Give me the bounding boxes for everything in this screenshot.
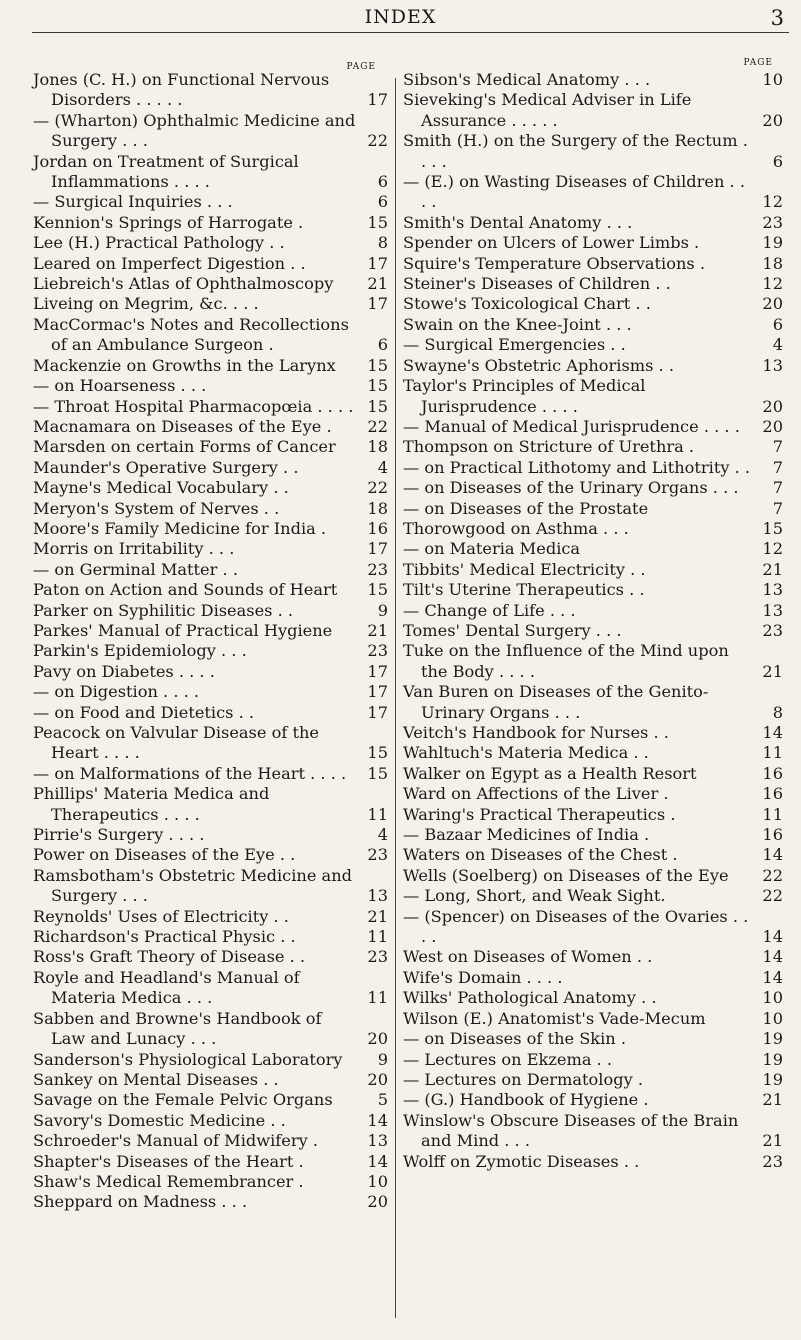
index-entry-title: Tibbits' Medical Electricity . . <box>403 559 646 579</box>
page-column-heading: PAGE <box>743 58 773 68</box>
page-column-heading: PAGE <box>346 62 376 72</box>
index-entry-title: Van Buren on Diseases of the Genito-Urinary Organs . . . <box>403 682 709 722</box>
index-entry-page: 21 <box>367 620 388 640</box>
index-entry-page: 6 <box>377 335 388 355</box>
index-entry-page: 6 <box>772 151 783 171</box>
index-entry <box>33 315 388 356</box>
index-entry <box>403 437 783 457</box>
index-entry-page: 19 <box>762 1029 783 1049</box>
index-entry-title: — (Spencer) on Diseases of the Ovaries . . . . <box>403 906 749 947</box>
index-entry-page: 12 <box>762 192 783 212</box>
page-number: 3 <box>770 6 784 30</box>
header-rule <box>32 32 789 33</box>
page-header <box>0 4 801 34</box>
index-entry <box>33 519 388 539</box>
index-entry-title: — on Diseases of the Prostate <box>403 498 649 518</box>
index-entry-title: Thompson on Stricture of Urethra . <box>403 437 695 457</box>
index-entry <box>403 172 783 213</box>
index-entry-page: 13 <box>762 580 783 600</box>
index-entry-page: 9 <box>377 1049 388 1069</box>
index-entry-page: 22 <box>367 131 388 151</box>
index-entry-title: — Manual of Medical Jurisprudence . . . . <box>403 416 740 436</box>
index-entry <box>403 539 783 559</box>
index-entry-title: — on Malformations of the Heart . . . . <box>33 763 347 783</box>
index-entry-title: Walker on Egypt as a Health Resort <box>403 763 697 783</box>
index-entry-page: 13 <box>762 600 783 620</box>
index-entry-page: 15 <box>367 212 388 232</box>
index-entry-page: 22 <box>762 886 783 906</box>
index-entry-page: 4 <box>772 335 783 355</box>
index-entry-title: Peacock on Valvular Disease of the Heart . . . . <box>33 723 319 763</box>
index-entry-title: Leared on Imperfect Digestion . . <box>33 253 306 273</box>
index-entry-title: Ward on Affections of the Liver . <box>403 784 669 804</box>
index-entry-page: 4 <box>377 457 388 477</box>
index-entry <box>403 621 783 641</box>
index-entry-page: 11 <box>762 743 783 763</box>
index-entry-page: 17 <box>367 90 388 110</box>
index-entry-page: 8 <box>772 702 783 722</box>
index-entry-title: Parkes' Manual of Practical Hygiene <box>33 620 333 640</box>
index-entry-page: 19 <box>762 1069 783 1089</box>
index-entry <box>33 764 388 784</box>
index-entry <box>33 294 388 314</box>
index-entry <box>403 825 783 845</box>
index-entry-title: Liebreich's Atlas of Ophthalmoscopy <box>33 274 334 294</box>
index-entry <box>403 294 783 314</box>
index-entry <box>33 968 388 1009</box>
index-entry-title: Waring's Practical Therapeutics . <box>403 804 676 824</box>
index-entry-page: 5 <box>377 1090 388 1110</box>
index-entry-page: 14 <box>762 845 783 865</box>
index-entry <box>403 499 783 519</box>
index-entry <box>403 764 783 784</box>
index-entry-page: 21 <box>762 661 783 681</box>
index-entry-page: 7 <box>772 457 783 477</box>
index-entry-title: Taylor's Principles of Medical Jurisprudence . . . . <box>403 376 646 416</box>
index-entry-page: 21 <box>367 274 388 294</box>
index-entry-page: 12 <box>762 274 783 294</box>
index-entry-page: 21 <box>762 1131 783 1151</box>
index-entry-title: Veitch's Handbook for Nurses . . <box>403 723 669 742</box>
index-entry-page: 15 <box>367 743 388 763</box>
index-entry-title: — Change of Life . . . <box>403 600 576 620</box>
index-entry <box>403 70 783 90</box>
index-entry-title: Mayne's Medical Vocabulary . . <box>33 478 289 498</box>
index-entry-title: Swain on the Knee-Joint . . . <box>403 314 632 334</box>
index-entry <box>33 641 388 661</box>
index-entry-title: Sieveking's Medical Adviser in Life Assurance . . . . . <box>403 90 692 130</box>
index-entry <box>403 274 783 294</box>
index-entry-title: Smith's Dental Anatomy . . . <box>403 212 633 232</box>
index-entry-page: 11 <box>367 927 388 947</box>
index-entry-title: — Lectures on Dermatology . <box>403 1069 644 1089</box>
index-entry-title: — on Materia Medica <box>403 539 581 559</box>
index-entry <box>33 1111 388 1131</box>
index-entry-title: Meryon's System of Nerves . . <box>33 498 280 518</box>
index-entry-title: Wells (Soelberg) on Diseases of the Eye <box>403 865 729 885</box>
index-entry <box>403 682 783 723</box>
index-entry-page: 13 <box>367 886 388 906</box>
index-entry-title: — Surgical Inquiries . . . <box>33 192 233 212</box>
index-entry <box>403 254 783 274</box>
index-entry-page: 16 <box>367 518 388 538</box>
index-entry-page: 17 <box>367 702 388 722</box>
index-entry <box>33 274 388 294</box>
index-entry-title: Parker on Syphilitic Diseases . . <box>33 600 294 620</box>
index-entry-title: Maunder's Operative Surgery . . <box>33 457 299 477</box>
index-entry-page: 18 <box>367 498 388 518</box>
index-entry-title: Winslow's Obscure Diseases of the Brain and Mind . . . <box>403 1110 739 1151</box>
index-entry <box>403 1070 783 1090</box>
index-entry <box>33 682 388 702</box>
index-entry-page: 20 <box>367 1029 388 1049</box>
index-entry-title: — Bazaar Medicines of India . <box>403 825 650 845</box>
index-entry <box>403 458 783 478</box>
index-entry-title: Ramsbotham's Obstetric Medicine and Surgery . . . <box>33 865 352 906</box>
index-entry-title: Sabben and Browne's Handbook of Law and Lunacy . . . <box>33 1008 322 1049</box>
index-entry-page: 20 <box>762 294 783 314</box>
index-entry <box>403 886 783 906</box>
index-entry <box>33 1152 388 1172</box>
index-column-left <box>33 62 388 1213</box>
index-entry-title: Kennion's Springs of Harrogate . <box>33 212 304 232</box>
index-entry-page: 14 <box>367 1151 388 1171</box>
index-entry <box>33 1172 388 1192</box>
index-entry <box>403 376 783 417</box>
index-entry-page: 11 <box>762 804 783 824</box>
index-entry <box>403 1090 783 1110</box>
index-entry <box>33 703 388 723</box>
page-title: INDEX <box>364 6 437 28</box>
index-entry-page: 12 <box>762 539 783 559</box>
index-entry <box>403 947 783 967</box>
index-entry-title: Pavy on Diabetes . . . . <box>33 661 215 681</box>
index-entry <box>403 417 783 437</box>
index-entry-title: Reynolds' Uses of Electricity . . <box>33 906 289 926</box>
index-entry-page: 17 <box>367 539 388 559</box>
index-entry-title: — (Wharton) Ophthalmic Medicine and Surgery . . . <box>33 110 356 151</box>
index-entry-title: Ross's Graft Theory of Disease . . <box>33 947 306 967</box>
index-entry-title: Shapter's Diseases of the Heart . <box>33 1151 304 1171</box>
index-entry-page: 13 <box>762 355 783 375</box>
index-entry-title: Liveing on Megrim, &c. . . . <box>33 294 259 314</box>
index-entry-title: Schroeder's Manual of Midwifery . <box>33 1131 319 1151</box>
index-entry <box>33 1050 388 1070</box>
index-entry-page: 20 <box>762 416 783 436</box>
index-entry-title: Jordan on Treatment of Surgical Inflammations . . . . <box>33 151 299 192</box>
index-entry-title: Squire's Temperature Observations . <box>403 253 705 273</box>
index-entry-title: — Long, Short, and Weak Sight. <box>403 886 666 906</box>
index-entry <box>403 601 783 621</box>
index-entry <box>403 1111 783 1152</box>
index-entry-list <box>33 70 388 1213</box>
index-entry-title: — (E.) on Wasting Diseases of Children . . . . <box>403 172 745 212</box>
index-entry-page: 16 <box>762 784 783 804</box>
index-entry <box>33 1192 388 1212</box>
index-entry-title: Wilks' Pathological Anatomy . . <box>403 988 657 1008</box>
index-entry-title: — on Germinal Matter . . <box>33 559 238 579</box>
index-entry-page: 18 <box>762 253 783 273</box>
index-entry <box>33 1131 388 1151</box>
index-entry-page: 23 <box>762 1151 783 1171</box>
index-entry-title: Sibson's Medical Anatomy . . . <box>403 70 651 89</box>
index-entry-title: Smith (H.) on the Surgery of the Rectum . . . . <box>403 131 748 171</box>
index-entry <box>33 152 388 193</box>
index-entry-page: 21 <box>762 559 783 579</box>
index-entry-title: Paton on Action and Sounds of Heart <box>33 580 338 600</box>
index-entry <box>33 254 388 274</box>
index-entry-title: — Throat Hospital Pharmacopœia . . . . <box>33 396 354 416</box>
index-entry <box>33 70 388 111</box>
index-entry-title: Shaw's Medical Remembrancer . <box>33 1171 304 1191</box>
column-divider <box>395 78 396 1318</box>
index-entry <box>33 1009 388 1050</box>
index-entry-title: — on Practical Lithotomy and Lithotrity . . <box>403 457 751 477</box>
index-entry-page: 20 <box>367 1192 388 1212</box>
index-entry-title: Steiner's Diseases of Children . . <box>403 274 671 294</box>
index-entry-page: 21 <box>367 906 388 926</box>
index-entry <box>33 478 388 498</box>
index-entry-title: Moore's Family Medicine for India . <box>33 518 327 538</box>
index-entry <box>403 478 783 498</box>
index-entry <box>33 662 388 682</box>
index-entry-page: 7 <box>772 478 783 498</box>
index-entry-page: 15 <box>762 518 783 538</box>
index-entry-page: 14 <box>762 723 783 742</box>
index-entry <box>403 968 783 988</box>
index-entry-page: 15 <box>367 580 388 600</box>
index-entry-title: Phillips' Materia Medica and Therapeutics . . . . <box>33 784 270 824</box>
index-entry-title: Swayne's Obstetric Aphorisms . . <box>403 355 674 375</box>
index-entry-page: 13 <box>367 1131 388 1151</box>
index-entry-page: 23 <box>762 620 783 640</box>
index-entry <box>403 335 783 355</box>
index-entry-page: 23 <box>367 559 388 579</box>
index-entry <box>33 417 388 437</box>
index-entry-title: — on Diseases of the Urinary Organs . . . <box>403 478 739 498</box>
index-entry-title: Mackenzie on Growths in the Larynx <box>33 355 336 375</box>
index-entry-title: Royle and Headland's Manual of Materia Medica . . . <box>33 967 300 1008</box>
index-entry <box>33 356 388 376</box>
index-column-right <box>403 58 783 1172</box>
index-entry <box>403 1050 783 1070</box>
index-entry <box>403 560 783 580</box>
index-entry <box>33 560 388 580</box>
index-entry <box>33 437 388 457</box>
index-entry-page: 17 <box>367 253 388 273</box>
index-entry <box>403 90 783 131</box>
index-entry-title: Richardson's Practical Physic . . <box>33 927 296 947</box>
index-entry-title: Lee (H.) Practical Pathology . . <box>33 233 285 253</box>
index-entry <box>403 743 783 763</box>
index-entry-page: 14 <box>762 947 783 967</box>
index-entry-page: 22 <box>367 416 388 436</box>
index-entry-page: 17 <box>367 661 388 681</box>
index-entry <box>33 845 388 865</box>
index-entry-title: Spender on Ulcers of Lower Limbs . <box>403 233 700 253</box>
index-entry-title: Tuke on the Influence of the Mind upon the Body . . . . <box>403 641 729 681</box>
index-entry-page: 17 <box>367 294 388 314</box>
index-entry-page: 10 <box>762 70 783 89</box>
index-entry <box>403 784 783 804</box>
index-entry-page: 14 <box>367 1110 388 1130</box>
index-entry-page: 20 <box>367 1069 388 1089</box>
index-entry <box>33 1090 388 1110</box>
index-entry-title: Parkin's Epidemiology . . . <box>33 641 247 661</box>
index-entry-page: 15 <box>367 355 388 375</box>
index-entry <box>33 907 388 927</box>
index-entry <box>33 111 388 152</box>
index-entry-page: 23 <box>367 845 388 865</box>
index-entry <box>33 1070 388 1090</box>
index-entry-page: 4 <box>377 825 388 845</box>
index-entry-title: Savory's Domestic Medicine . . <box>33 1110 286 1130</box>
index-entry <box>33 580 388 600</box>
index-entry <box>403 580 783 600</box>
index-entry-page: 9 <box>377 600 388 620</box>
index-entry-title: — on Food and Dietetics . . <box>33 702 255 722</box>
index-entry-page: 15 <box>367 396 388 416</box>
index-entry-title: Jones (C. H.) on Functional Nervous Disorders . . . . . <box>33 70 330 110</box>
index-entry-title: Wilson (E.) Anatomist's Vade-Mecum <box>403 1008 706 1028</box>
index-entry-title: Wolff on Zymotic Diseases . . <box>403 1151 640 1171</box>
index-entry-page: 6 <box>377 172 388 192</box>
index-entry-page: 15 <box>367 376 388 396</box>
index-entry-page: 20 <box>762 110 783 130</box>
index-entry <box>403 131 783 172</box>
index-entry-title: Macnamara on Diseases of the Eye . <box>33 416 332 436</box>
index-entry <box>33 458 388 478</box>
index-entry-title: Morris on Irritability . . . <box>33 539 235 559</box>
index-entry-title: Sankey on Mental Diseases . . <box>33 1069 279 1089</box>
index-entry <box>403 845 783 865</box>
index-entry-title: Pirrie's Surgery . . . . <box>33 825 205 845</box>
index-entry <box>403 315 783 335</box>
index-entry-title: Sheppard on Madness . . . <box>33 1192 248 1212</box>
index-entry-page: 8 <box>377 233 388 253</box>
index-entry <box>33 825 388 845</box>
index-entry <box>33 376 388 396</box>
index-entry-page: 23 <box>367 947 388 967</box>
index-entry <box>33 601 388 621</box>
index-entry-title: Savage on the Female Pelvic Organs <box>33 1090 333 1110</box>
index-entry <box>403 519 783 539</box>
index-entry-page: 11 <box>367 988 388 1008</box>
index-entry-page: 22 <box>762 865 783 885</box>
index-entry <box>33 621 388 641</box>
index-entry-page: 23 <box>367 641 388 661</box>
index-entry <box>403 988 783 1008</box>
index-entry <box>33 947 388 967</box>
index-entry <box>403 356 783 376</box>
index-entry-page: 18 <box>367 437 388 457</box>
index-entry <box>33 866 388 907</box>
index-entry <box>33 233 388 253</box>
index-entry <box>403 641 783 682</box>
index-entry <box>33 192 388 212</box>
index-entry <box>33 784 388 825</box>
index-entry-page: 14 <box>762 967 783 987</box>
index-entry-title: West on Diseases of Women . . <box>403 947 653 967</box>
index-entry <box>403 213 783 233</box>
index-entry <box>33 927 388 947</box>
index-entry <box>33 723 388 764</box>
index-entry-list <box>403 70 783 1172</box>
index-entry-page: 20 <box>762 396 783 416</box>
index-entry-title: Wife's Domain . . . . <box>403 967 563 987</box>
index-entry-page: 11 <box>367 804 388 824</box>
index-entry <box>403 1152 783 1172</box>
index-entry-title: Marsden on certain Forms of Cancer <box>33 437 336 457</box>
index-entry-title: MacCormac's Notes and Recollections of an Ambulance Surgeon . <box>33 314 349 355</box>
index-entry-page: 10 <box>762 988 783 1008</box>
index-entry-title: — (G.) Handbook of Hygiene . <box>403 1090 649 1110</box>
index-entry <box>403 233 783 253</box>
index-entry-page: 17 <box>367 682 388 702</box>
index-entry-page: 15 <box>367 763 388 783</box>
index-entry <box>33 539 388 559</box>
index-entry-page: 16 <box>762 825 783 845</box>
index-entry-page: 19 <box>762 233 783 253</box>
index-entry-title: Wahltuch's Materia Medica . . <box>403 743 649 763</box>
index-entry-page: 7 <box>772 498 783 518</box>
index-entry-title: Power on Diseases of the Eye . . <box>33 845 296 865</box>
index-entry-title: — on Digestion . . . . <box>33 682 200 702</box>
index-entry-page: 14 <box>762 927 783 947</box>
index-entry-page: 7 <box>772 437 783 457</box>
index-entry <box>403 907 783 948</box>
index-entry <box>403 805 783 825</box>
index-entry-page: 19 <box>762 1049 783 1069</box>
index-entry <box>33 397 388 417</box>
index-entry-title: Tomes' Dental Surgery . . . <box>403 620 622 640</box>
index-entry-title: Waters on Diseases of the Chest . <box>403 845 678 865</box>
index-entry-page: 10 <box>762 1008 783 1028</box>
index-entry <box>33 213 388 233</box>
index-entry <box>403 866 783 886</box>
index-entry <box>403 1029 783 1049</box>
index-entry-title: — on Diseases of the Skin . <box>403 1029 627 1049</box>
index-entry-page: 21 <box>762 1090 783 1110</box>
index-entry-title: — Surgical Emergencies . . <box>403 335 626 355</box>
index-entry-title: Sanderson's Physiological Laboratory <box>33 1049 343 1069</box>
index-entry-title: Tilt's Uterine Therapeutics . . <box>403 580 645 600</box>
index-entry <box>403 723 783 743</box>
index-entry-page: 10 <box>367 1171 388 1191</box>
index-entry-page: 22 <box>367 478 388 498</box>
index-entry-title: — Lectures on Ekzema . . <box>403 1049 613 1069</box>
index-entry-page: 16 <box>762 763 783 783</box>
index-entry-page: 23 <box>762 212 783 232</box>
index-entry <box>403 1009 783 1029</box>
index-entry-page: 6 <box>377 192 388 212</box>
index-entry-title: Thorowgood on Asthma . . . <box>403 518 629 538</box>
index-entry-title: — on Hoarseness . . . <box>33 376 207 396</box>
index-entry <box>33 499 388 519</box>
index-entry-title: Stowe's Toxicological Chart . . <box>403 294 651 314</box>
index-entry-page: 6 <box>772 314 783 334</box>
